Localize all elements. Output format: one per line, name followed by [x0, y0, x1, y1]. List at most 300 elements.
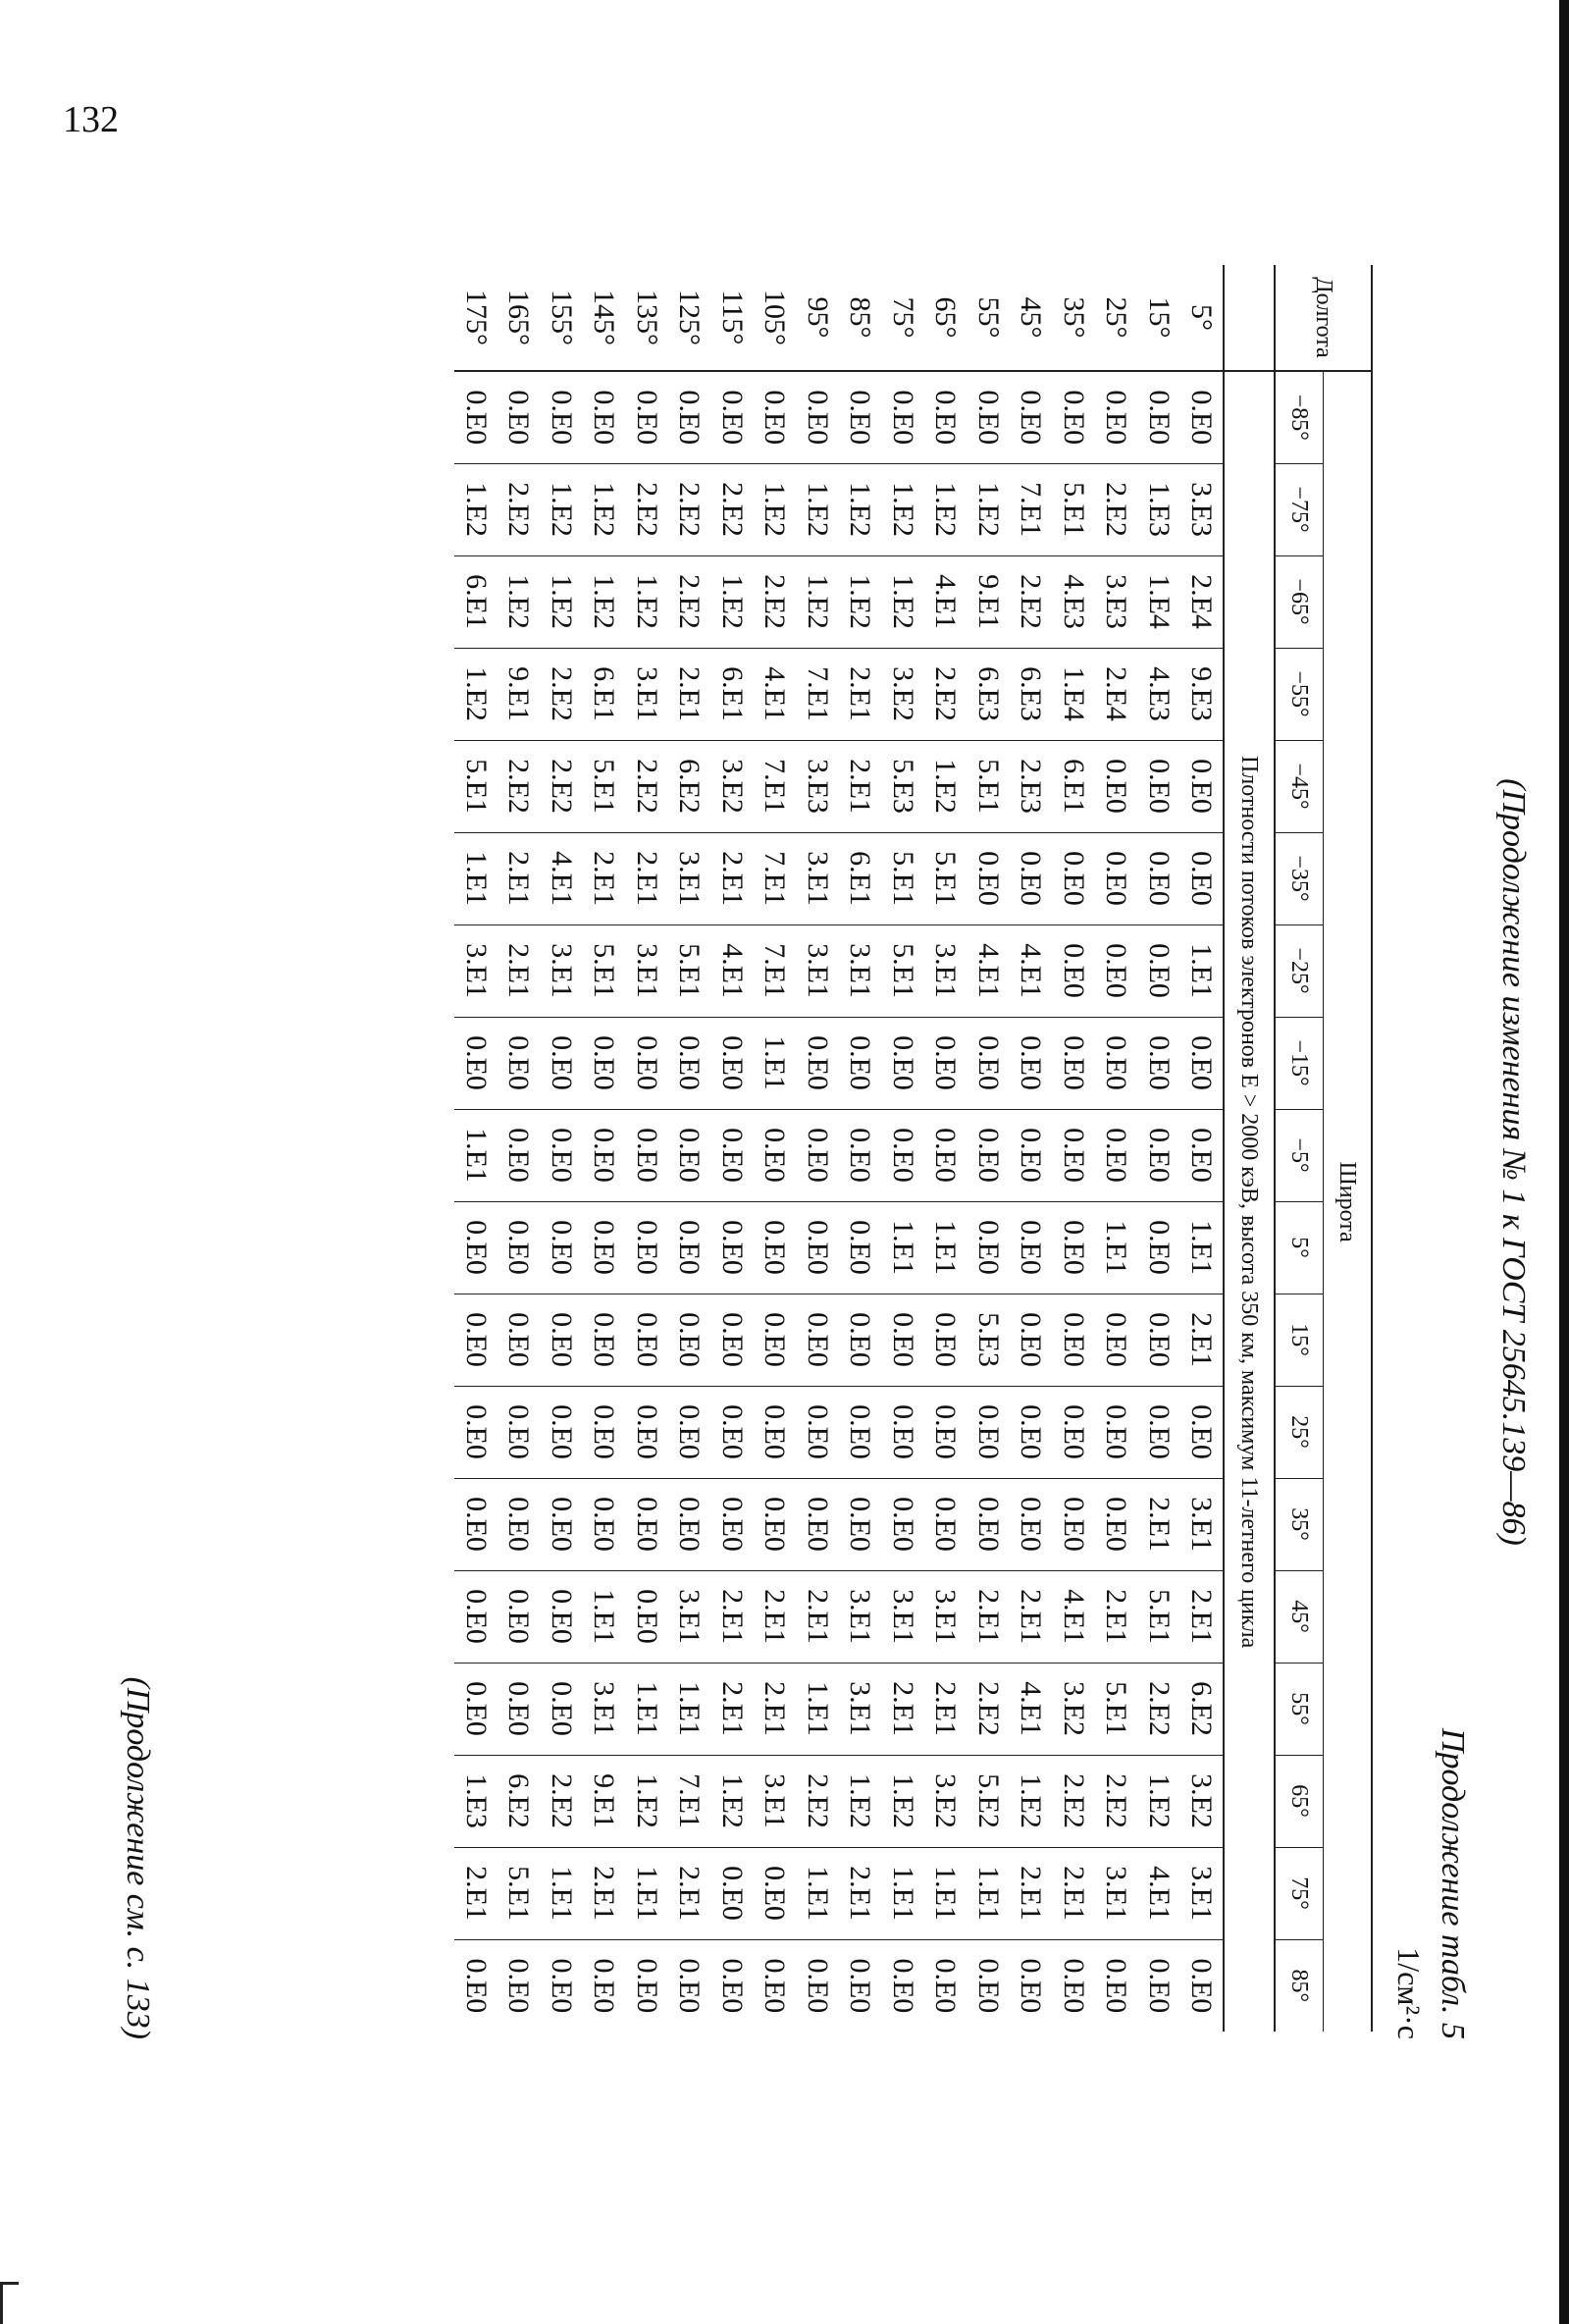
table-row — [881, 265, 924, 2032]
caption-spacer — [1224, 265, 1275, 371]
flux-value-cell: 5.E1 — [1052, 463, 1095, 555]
flux-value-cell: 0.E0 — [1052, 1478, 1095, 1570]
latitude-column-header: −55° — [1275, 648, 1324, 740]
flux-value-cell: 0.E0 — [881, 1294, 924, 1386]
flux-value-cell: 0.E0 — [583, 1201, 626, 1294]
flux-value-cell: 5.E1 — [881, 924, 924, 1017]
flux-value-cell: 0.E0 — [454, 1294, 497, 1386]
flux-value-cell: 3.E2 — [1052, 1663, 1095, 1755]
flux-value-cell: 1.E3 — [1137, 463, 1180, 555]
latitude-column-header: −35° — [1275, 832, 1324, 924]
flux-value-cell: 0.E0 — [924, 1294, 968, 1386]
flux-value-cell: 2.E1 — [967, 1570, 1010, 1663]
flux-value-cell: 1.E2 — [1137, 1755, 1180, 1847]
table-row — [1137, 265, 1180, 2032]
flux-value-cell: 2.E1 — [1095, 1570, 1138, 1663]
flux-value-cell: 1.E1 — [967, 1847, 1010, 1939]
flux-value-cell: 1.E2 — [454, 648, 497, 740]
flux-value-cell: 0.E0 — [459, 390, 493, 446]
flux-value-cell: 1.E2 — [540, 463, 583, 555]
flux-value-cell: 0.E0 — [754, 1386, 797, 1478]
flux-value-cell: 0.E0 — [625, 1109, 668, 1201]
flux-value-cell: 5.E3 — [881, 740, 924, 832]
flux-value-cell: 7.E1 — [754, 924, 797, 1017]
flux-value-cell: 5.E1 — [881, 832, 924, 924]
flux-value-cell: 0.E0 — [844, 390, 877, 446]
flux-value-cell: 0.E0 — [967, 1201, 1010, 1294]
flux-value-cell: 0.E0 — [1010, 1017, 1053, 1109]
longitude-cell: 15° — [1137, 265, 1180, 371]
flux-value-cell: 0.E0 — [710, 1294, 754, 1386]
flux-value-cell: 0.E0 — [924, 1109, 968, 1201]
flux-value-cell: 0.E0 — [1137, 1201, 1180, 1294]
flux-value-cell: 0.E0 — [668, 1017, 711, 1109]
flux-value-cell: 5.E1 — [668, 924, 711, 1017]
table-row — [839, 265, 882, 2032]
flux-value-cell: 4.E1 — [1010, 1663, 1053, 1755]
flux-value-cell: 0.E0 — [668, 1109, 711, 1201]
table-continuation-label: Продолжение табл. 5 — [1435, 1727, 1471, 2039]
flux-value-cell: 6.E1 — [583, 648, 626, 740]
flux-value-cell: 0.E0 — [1095, 1386, 1138, 1478]
latitude-column-header: 65° — [1275, 1755, 1324, 1847]
flux-value-cell: 5.E1 — [454, 740, 497, 832]
flux-value-cell: 0.E0 — [924, 1939, 968, 2032]
flux-value-cell: 0.E0 — [758, 390, 792, 446]
flux-value-cell: 6.E1 — [839, 832, 882, 924]
flux-value-cell: 0.E0 — [1137, 1017, 1180, 1109]
longitude-cell: 35° — [1052, 265, 1095, 371]
table-row — [967, 265, 1010, 2032]
flux-value-cell: 0.E0 — [1052, 1386, 1095, 1478]
flux-value-cell: 2.E2 — [924, 648, 968, 740]
flux-value-cell: 2.E2 — [668, 555, 711, 648]
latitude-column-header: 85° — [1275, 1939, 1324, 2032]
flux-value-cell: 0.E0 — [454, 1017, 497, 1109]
flux-value-cell: 1.E2 — [583, 555, 626, 648]
flux-value-cell: 6.E2 — [668, 740, 711, 832]
flux-value-cell: 3.E3 — [796, 740, 839, 832]
flux-value-cell: 0.E0 — [1052, 832, 1095, 924]
longitude-cell: 165° — [497, 265, 541, 371]
flux-value-cell: 0.E0 — [497, 1386, 541, 1478]
longitude-cell: 105° — [754, 265, 797, 371]
flux-value-cell: 0.E0 — [881, 1109, 924, 1201]
latitude-column-header: −75° — [1275, 463, 1324, 555]
flux-value-cell: 0.E0 — [625, 1294, 668, 1386]
latitude-column-header: −85° — [1275, 371, 1324, 463]
flux-value-cell: 2.E2 — [625, 740, 668, 832]
table-row — [625, 265, 668, 2032]
flux-value-cell: 0.E0 — [630, 390, 663, 446]
flux-value-cell: 1.E2 — [839, 555, 882, 648]
flux-value-cell: 1.E1 — [924, 1201, 968, 1294]
flux-value-cell: 0.E0 — [1180, 1939, 1225, 2032]
flux-value-cell: 0.E0 — [1052, 1109, 1095, 1201]
flux-value-cell: 1.E4 — [1137, 555, 1180, 648]
flux-value-cell: 7.E1 — [796, 648, 839, 740]
flux-value-cell: 1.E2 — [796, 555, 839, 648]
longitude-cell: 5° — [1180, 265, 1225, 371]
flux-value-cell: 1.E2 — [924, 463, 968, 555]
flux-value-cell: 0.E0 — [1010, 1294, 1053, 1386]
flux-value-cell: 0.E0 — [540, 1109, 583, 1201]
flux-value-cell: 2.E1 — [625, 832, 668, 924]
flux-value-cell: 0.E0 — [497, 1201, 541, 1294]
table-row — [796, 265, 839, 2032]
flux-value-cell: 0.E0 — [625, 1386, 668, 1478]
flux-value-cell: 0.E0 — [497, 1294, 541, 1386]
flux-value-cell: 0.E0 — [754, 1939, 797, 2032]
flux-value-cell: 0.E0 — [796, 1017, 839, 1109]
flux-value-cell: 1.E2 — [754, 463, 797, 555]
table-row — [1010, 265, 1053, 2032]
flux-value-cell: 1.E2 — [839, 1755, 882, 1847]
flux-value-cell: 1.E1 — [1095, 1201, 1138, 1294]
flux-value-cell: 1.E2 — [540, 555, 583, 648]
flux-value-cell: 1.E2 — [497, 555, 541, 648]
flux-value-cell: 2.E1 — [1052, 1847, 1095, 1939]
table-row — [1095, 265, 1138, 2032]
latitude-column-header: 15° — [1275, 1294, 1324, 1386]
flux-value-cell: 2.E1 — [881, 1663, 924, 1755]
longitude-cell: 135° — [625, 265, 668, 371]
flux-value-cell: 0.E0 — [967, 1478, 1010, 1570]
flux-value-cell: 2.E1 — [1010, 1570, 1053, 1663]
longitude-cell: 85° — [839, 265, 882, 371]
flux-value-cell: 0.E0 — [1052, 924, 1095, 1017]
flux-value-cell: 4.E1 — [967, 924, 1010, 1017]
flux-value-cell: 0.E0 — [839, 1109, 882, 1201]
flux-value-cell: 0.E0 — [1137, 1109, 1180, 1201]
flux-value-cell: 0.E0 — [710, 1017, 754, 1109]
flux-value-cell: 3.E1 — [625, 648, 668, 740]
flux-value-cell: 0.E0 — [886, 390, 919, 446]
flux-value-cell: 0.E0 — [454, 1201, 497, 1294]
flux-value-cell: 2.E2 — [497, 740, 541, 832]
flux-value-cell: 0.E0 — [1010, 1109, 1053, 1201]
longitude-cell: 25° — [1095, 265, 1138, 371]
flux-value-cell: 0.E0 — [668, 1478, 711, 1570]
flux-value-cell: 0.E0 — [540, 1570, 583, 1663]
longitude-cell: 175° — [454, 265, 497, 371]
table-caption: Плотности потоков электронов E > 2000 кэВ, высота 350 км, максимум 11-летнего цикла — [1224, 371, 1275, 2032]
flux-value-cell: 2.E1 — [583, 832, 626, 924]
continuation-footnote: (Продолжение см. с. 133) — [120, 1676, 156, 2039]
flux-value-cell: 2.E2 — [796, 1755, 839, 1847]
flux-value-cell: 0.E0 — [625, 1017, 668, 1109]
page-header: (Продолжение изменения № 1 к ГОСТ 25645.139—86) — [1495, 778, 1532, 1546]
flux-value-cell: 1.E1 — [924, 1847, 968, 1939]
flux-value-cell: 0.E0 — [454, 1478, 497, 1570]
flux-value-cell: 6.E1 — [454, 555, 497, 648]
flux-value-cell: 0.E0 — [540, 1386, 583, 1478]
longitude-cell: 125° — [668, 265, 711, 371]
flux-value-cell: 2.E2 — [540, 1755, 583, 1847]
flux-value-cell: 2.E4 — [1095, 648, 1138, 740]
flux-value-cell: 2.E4 — [1180, 555, 1225, 648]
flux-value-cell: 3.E2 — [1180, 1755, 1225, 1847]
flux-value-cell: 0.E0 — [1180, 740, 1225, 832]
flux-value-cell: 1.E2 — [583, 463, 626, 555]
flux-value-cell: 0.E0 — [502, 390, 536, 446]
flux-value-cell: 3.E1 — [625, 924, 668, 1017]
flux-value-cell: 2.E2 — [540, 648, 583, 740]
flux-value-cell: 0.E0 — [497, 1017, 541, 1109]
flux-value-cell: 0.E0 — [583, 1109, 626, 1201]
flux-value-cell: 0.E0 — [967, 832, 1010, 924]
flux-value-cell: 2.E3 — [1010, 740, 1053, 832]
table-body — [454, 265, 1275, 2032]
flux-value-cell: 1.E2 — [625, 555, 668, 648]
flux-value-cell: 0.E0 — [673, 390, 706, 446]
flux-value-cell: 0.E0 — [796, 1201, 839, 1294]
flux-value-cell: 2.E1 — [583, 1847, 626, 1939]
flux-value-cell: 3.E1 — [881, 1570, 924, 1663]
flux-value-cell: 0.E0 — [1137, 740, 1180, 832]
flux-value-cell: 0.E0 — [1057, 390, 1090, 446]
flux-value-cell: 2.E2 — [710, 463, 754, 555]
flux-value-cell: 2.E2 — [1137, 1663, 1180, 1755]
flux-value-cell: 1.E2 — [924, 740, 968, 832]
flux-value-cell: 5.E3 — [967, 1294, 1010, 1386]
flux-value-cell: 0.E0 — [967, 1939, 1010, 2032]
flux-value-cell: 0.E0 — [881, 1939, 924, 2032]
flux-value-cell: 1.E4 — [1052, 648, 1095, 740]
flux-value-cell: 3.E1 — [1180, 1847, 1225, 1939]
flux-value-cell: 0.E0 — [971, 390, 1005, 446]
flux-value-cell: 6.E1 — [710, 648, 754, 740]
flux-value-cell: 1.E2 — [625, 1755, 668, 1847]
flux-value-cell: 0.E0 — [583, 1478, 626, 1570]
flux-value-cell: 1.E3 — [454, 1755, 497, 1847]
flux-value-cell: 9.E1 — [497, 648, 541, 740]
flux-value-cell: 2.E1 — [1180, 1294, 1225, 1386]
flux-value-cell: 5.E1 — [924, 832, 968, 924]
flux-value-cell: 0.E0 — [454, 1663, 497, 1755]
flux-value-cell: 4.E1 — [1010, 924, 1053, 1017]
flux-value-cell: 1.E1 — [754, 1017, 797, 1109]
flux-value-cell: 0.E0 — [454, 1386, 497, 1478]
flux-value-cell: 0.E0 — [625, 1570, 668, 1663]
flux-value-cell: 0.E0 — [1180, 1386, 1225, 1478]
flux-value-cell: 3.E1 — [454, 924, 497, 1017]
flux-value-cell: 0.E0 — [583, 1294, 626, 1386]
flux-value-cell: 0.E0 — [545, 390, 578, 446]
flux-value-cell: 0.E0 — [1095, 832, 1138, 924]
flux-value-cell: 2.E1 — [1137, 1478, 1180, 1570]
flux-value-cell: 3.E1 — [1180, 1478, 1225, 1570]
flux-value-cell: 0.E0 — [839, 1294, 882, 1386]
latitude-header: Широта — [1324, 371, 1373, 2032]
flux-value-cell: 4.E1 — [710, 924, 754, 1017]
flux-value-cell: 5.E1 — [583, 740, 626, 832]
flux-value-cell: 2.E1 — [668, 1847, 711, 1939]
flux-value-cell: 2.E1 — [839, 740, 882, 832]
flux-value-cell: 1.E1 — [1180, 1201, 1225, 1294]
flux-value-cell: 0.E0 — [801, 390, 834, 446]
flux-value-cell: 5.E1 — [583, 924, 626, 1017]
flux-value-cell: 0.E0 — [1010, 1201, 1053, 1294]
flux-value-cell: 2.E2 — [1010, 555, 1053, 648]
flux-value-cell: 2.E1 — [754, 1663, 797, 1755]
flux-value-cell: 0.E0 — [540, 1201, 583, 1294]
flux-value-cell: 0.E0 — [540, 1939, 583, 2032]
latitude-column-header: 55° — [1275, 1663, 1324, 1755]
flux-value-cell: 5.E2 — [967, 1755, 1010, 1847]
flux-value-cell: 4.E3 — [1052, 555, 1095, 648]
flux-value-cell: 0.E0 — [881, 1386, 924, 1478]
flux-value-cell: 0.E0 — [1015, 390, 1048, 446]
flux-value-cell: 2.E1 — [1180, 1570, 1225, 1663]
flux-value-cell: 2.E1 — [668, 648, 711, 740]
longitude-cell: 155° — [540, 265, 583, 371]
flux-value-cell: 0.E0 — [497, 1570, 541, 1663]
flux-value-cell: 0.E0 — [497, 1478, 541, 1570]
table-row — [497, 265, 541, 2032]
flux-value-cell: 2.E1 — [497, 924, 541, 1017]
flux-value-cell: 4.E1 — [540, 832, 583, 924]
flux-value-cell: 0.E0 — [839, 1017, 882, 1109]
flux-value-cell: 0.E0 — [1095, 1478, 1138, 1570]
latitude-column-header: 45° — [1275, 1570, 1324, 1663]
latitude-values-row — [1275, 265, 1324, 2032]
flux-value-cell: 1.E1 — [1180, 924, 1225, 1017]
table-row — [540, 265, 583, 2032]
header-row-top — [1324, 265, 1373, 2032]
flux-value-cell: 2.E1 — [839, 648, 882, 740]
flux-value-cell: 4.E1 — [924, 555, 968, 648]
flux-value-cell: 1.E1 — [881, 1201, 924, 1294]
flux-value-cell: 9.E1 — [967, 555, 1010, 648]
flux-value-cell: 2.E1 — [839, 1847, 882, 1939]
flux-value-cell: 0.E0 — [1052, 1939, 1095, 2032]
flux-value-cell: 0.E0 — [967, 1386, 1010, 1478]
flux-value-cell: 0.E0 — [668, 1294, 711, 1386]
flux-value-cell: 1.E2 — [454, 463, 497, 555]
flux-value-cell: 1.E2 — [881, 463, 924, 555]
flux-value-cell: 0.E0 — [1052, 1017, 1095, 1109]
flux-value-cell: 6.E3 — [1010, 648, 1053, 740]
flux-value-cell: 0.E0 — [1010, 1386, 1053, 1478]
flux-value-cell: 4.E1 — [1052, 1570, 1095, 1663]
flux-value-cell: 1.E2 — [839, 463, 882, 555]
latitude-column-header: −25° — [1275, 924, 1324, 1017]
flux-value-cell: 0.E0 — [668, 1386, 711, 1478]
flux-value-cell: 0.E0 — [454, 1570, 497, 1663]
flux-value-cell: 2.E2 — [625, 463, 668, 555]
flux-value-cell: 5.E1 — [497, 1847, 541, 1939]
flux-value-cell: 0.E0 — [1137, 924, 1180, 1017]
flux-value-cell: 0.E0 — [839, 1478, 882, 1570]
flux-value-cell: 0.E0 — [796, 1939, 839, 2032]
flux-value-cell: 0.E0 — [839, 1939, 882, 2032]
latitude-column-header: 75° — [1275, 1847, 1324, 1939]
flux-value-cell: 1.E2 — [710, 1755, 754, 1847]
flux-value-cell: 2.E2 — [967, 1663, 1010, 1755]
table-row — [454, 265, 497, 2032]
flux-value-cell: 0.E0 — [1010, 1478, 1053, 1570]
flux-value-cell: 1.E1 — [454, 832, 497, 924]
flux-value-cell: 2.E1 — [497, 832, 541, 924]
flux-value-cell: 7.E1 — [1010, 463, 1053, 555]
flux-value-cell: 0.E0 — [588, 390, 621, 446]
longitude-cell: 145° — [583, 265, 626, 371]
flux-value-cell: 0.E0 — [1137, 832, 1180, 924]
flux-value-cell: 1.E1 — [796, 1847, 839, 1939]
latitude-column-header: 35° — [1275, 1478, 1324, 1570]
flux-value-cell: 0.E0 — [497, 1663, 541, 1755]
flux-value-cell: 0.E0 — [754, 1478, 797, 1570]
flux-value-cell: 0.E0 — [967, 1017, 1010, 1109]
flux-value-cell: 0.E0 — [1185, 390, 1219, 446]
flux-value-cell: 0.E0 — [583, 1386, 626, 1478]
flux-value-cell: 1.E2 — [710, 555, 754, 648]
flux-value-cell: 7.E1 — [754, 740, 797, 832]
flux-value-cell: 2.E1 — [796, 1570, 839, 1663]
table-row — [710, 265, 754, 2032]
flux-value-cell: 0.E0 — [540, 1294, 583, 1386]
flux-value-cell: 1.E1 — [625, 1663, 668, 1755]
flux-value-cell: 2.E2 — [497, 463, 541, 555]
flux-value-cell: 0.E0 — [710, 1386, 754, 1478]
flux-value-cell: 3.E2 — [924, 1755, 968, 1847]
flux-value-cell: 0.E0 — [583, 1017, 626, 1109]
unit-label: 1/см²·с — [1391, 1947, 1427, 2039]
flux-value-cell: 6.E2 — [497, 1755, 541, 1847]
flux-value-cell: 6.E3 — [967, 648, 1010, 740]
flux-value-cell: 0.E0 — [1095, 1939, 1138, 2032]
flux-value-cell: 0.E0 — [754, 1201, 797, 1294]
table-row — [924, 265, 968, 2032]
flux-value-cell: 0.E0 — [583, 1939, 626, 2032]
flux-value-cell: 5.E1 — [1095, 1663, 1138, 1755]
flux-value-cell: 0.E0 — [967, 1109, 1010, 1201]
flux-value-cell: 3.E1 — [839, 924, 882, 1017]
longitude-cell: 65° — [924, 265, 968, 371]
flux-value-cell: 1.E2 — [881, 555, 924, 648]
flux-value-cell: 7.E1 — [754, 832, 797, 924]
flux-value-cell: 1.E2 — [1010, 1755, 1053, 1847]
latitude-column-header: 25° — [1275, 1386, 1324, 1478]
flux-value-cell: 3.E2 — [710, 740, 754, 832]
flux-value-cell: 0.E0 — [796, 1109, 839, 1201]
flux-value-cell: 3.E1 — [583, 1663, 626, 1755]
longitude-cell: 95° — [796, 265, 839, 371]
flux-value-cell: 1.E1 — [668, 1663, 711, 1755]
flux-value-cell: 3.E3 — [1180, 463, 1225, 555]
flux-value-cell: 0.E0 — [540, 1017, 583, 1109]
flux-value-cell: 1.E2 — [881, 1755, 924, 1847]
flux-value-cell: 0.E0 — [1010, 1939, 1053, 2032]
flux-value-cell: 3.E1 — [540, 924, 583, 1017]
table-row — [754, 265, 797, 2032]
flux-value-cell: 3.E1 — [839, 1663, 882, 1755]
flux-value-cell: 0.E0 — [881, 1478, 924, 1570]
flux-value-cell: 4.E1 — [1137, 1847, 1180, 1939]
flux-value-cell: 0.E0 — [715, 390, 749, 446]
flux-value-cell: 3.E1 — [668, 1570, 711, 1663]
flux-value-cell: 2.E1 — [710, 1570, 754, 1663]
latitude-column-header: −15° — [1275, 1017, 1324, 1109]
flux-value-cell: 0.E0 — [1095, 740, 1138, 832]
flux-value-cell: 3.E1 — [668, 832, 711, 924]
flux-value-cell: 0.E0 — [754, 1109, 797, 1201]
flux-value-cell: 0.E0 — [1137, 1386, 1180, 1478]
flux-value-cell: 0.E0 — [839, 1386, 882, 1478]
flux-value-cell: 1.E1 — [454, 1109, 497, 1201]
flux-value-cell: 0.E0 — [710, 1478, 754, 1570]
